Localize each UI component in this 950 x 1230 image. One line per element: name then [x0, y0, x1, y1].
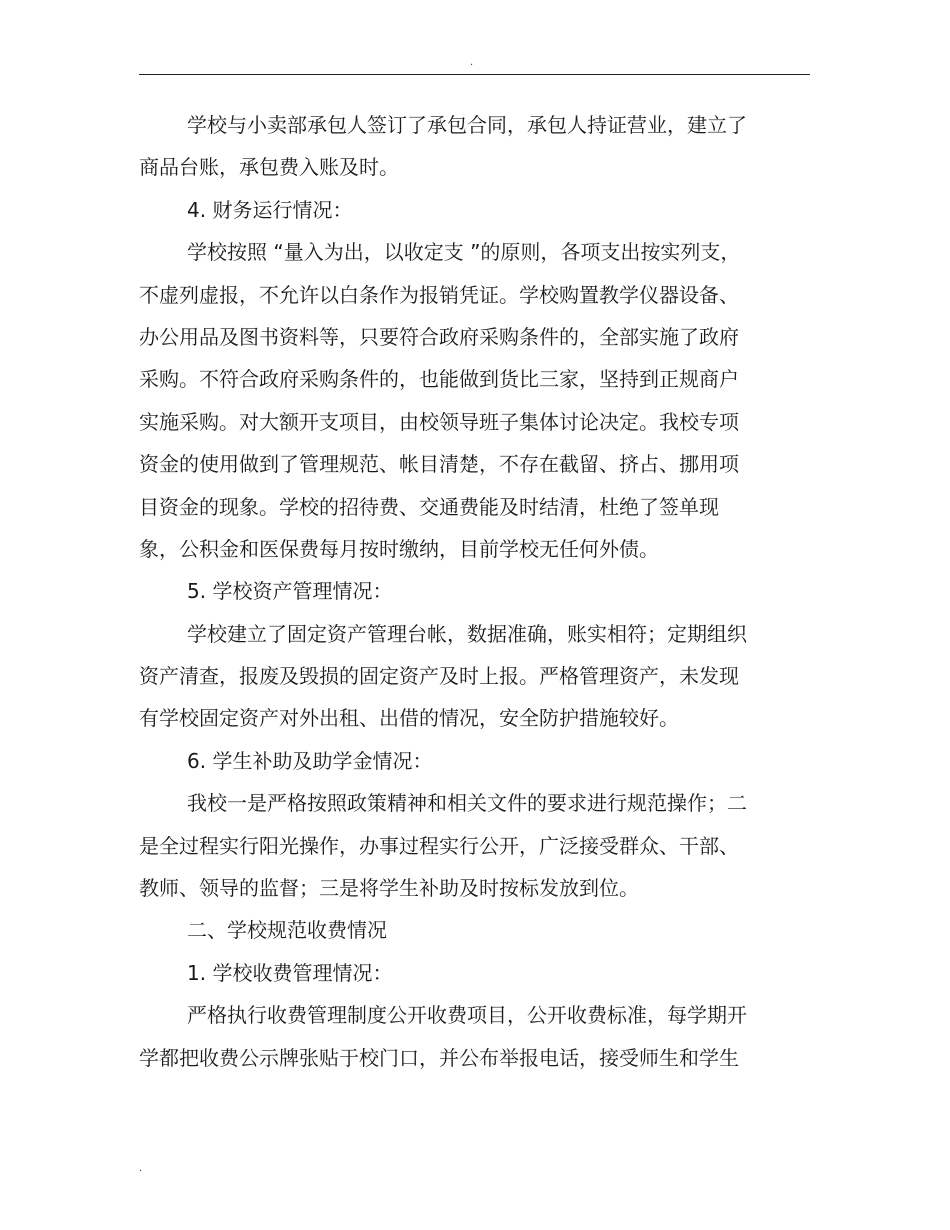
paragraph-line: 资产清查，报废及毁损的固定资产及时上报。严格管理资产，未发现: [139, 664, 739, 689]
document-body: [139, 104, 779, 1079]
paragraph-line: 办公用品及图书资料等，只要符合政府采购条件的，全部实施了政府: [139, 324, 739, 349]
paragraph-line: 学校建立了固定资产管理台帐，数据准确，账实相符；定期组织: [187, 621, 747, 646]
paragraph-line: 采购。不符合政府采购条件的，也能做到货比三家，坚持到正规商户: [139, 367, 739, 392]
section-heading: 5. 学校资产管理情况：: [187, 579, 393, 604]
paragraph-line: 学校与小卖部承包人签订了承包合同，承包人持证营业，建立了: [187, 113, 747, 137]
paragraph-line: 严格执行收费管理制度公开收费项目，公开收费标准，每学期开: [187, 1003, 747, 1028]
paragraph-line: 学都把收费公示牌张贴于校门口，并公布举报电话，接受师生和学生: [139, 1045, 739, 1070]
section-heading: 1. 学校收费管理情况：: [187, 960, 393, 985]
paragraph-line: 是全过程实行阳光操作，办事过程实行公开，广泛接受群众、干部、: [139, 833, 739, 858]
footer-mark: .: [139, 1163, 143, 1174]
section-heading: 4. 财务运行情况：: [187, 197, 353, 222]
paragraph-line: 资金的使用做到了管理规范、帐目清楚，不存在截留、挤占、挪用项: [139, 452, 739, 477]
paragraph-line: 实施采购。对大额开支项目，由校领导班子集体讨论决定。我校专项: [139, 409, 739, 434]
paragraph-line: 教师、领导的监督；三是将学生补助及时按标发放到位。: [139, 876, 639, 901]
paragraph-line: 我校一是严格按照政策精神和相关文件的要求进行规范操作；二: [187, 791, 747, 816]
paragraph-line: 不虚列虚报，不允许以白条作为报销凭证。学校购置教学仪器设备、: [139, 282, 739, 307]
header-rule: [139, 74, 810, 75]
paragraph-line: 象，公积金和医保费每月按时缴纳，目前学校无任何外债。: [139, 536, 659, 561]
header-mark: .: [470, 57, 474, 68]
paragraph-line: 学校按照 “量入为出，以收定支 ”的原则，各项支出按实列支，: [187, 240, 741, 265]
paragraph-line: 目资金的现象。学校的招待费、交通费能及时结清，杜绝了签单现: [139, 494, 719, 519]
paragraph-line: 商品台账，承包费入账及时。: [139, 155, 399, 180]
section-heading: 6. 学生补助及助学金情况：: [187, 748, 433, 773]
paragraph-line: 有学校固定资产对外出租、出借的情况，安全防护措施较好。: [139, 706, 679, 731]
chapter-heading: 二、学校规范收费情况: [187, 918, 387, 943]
